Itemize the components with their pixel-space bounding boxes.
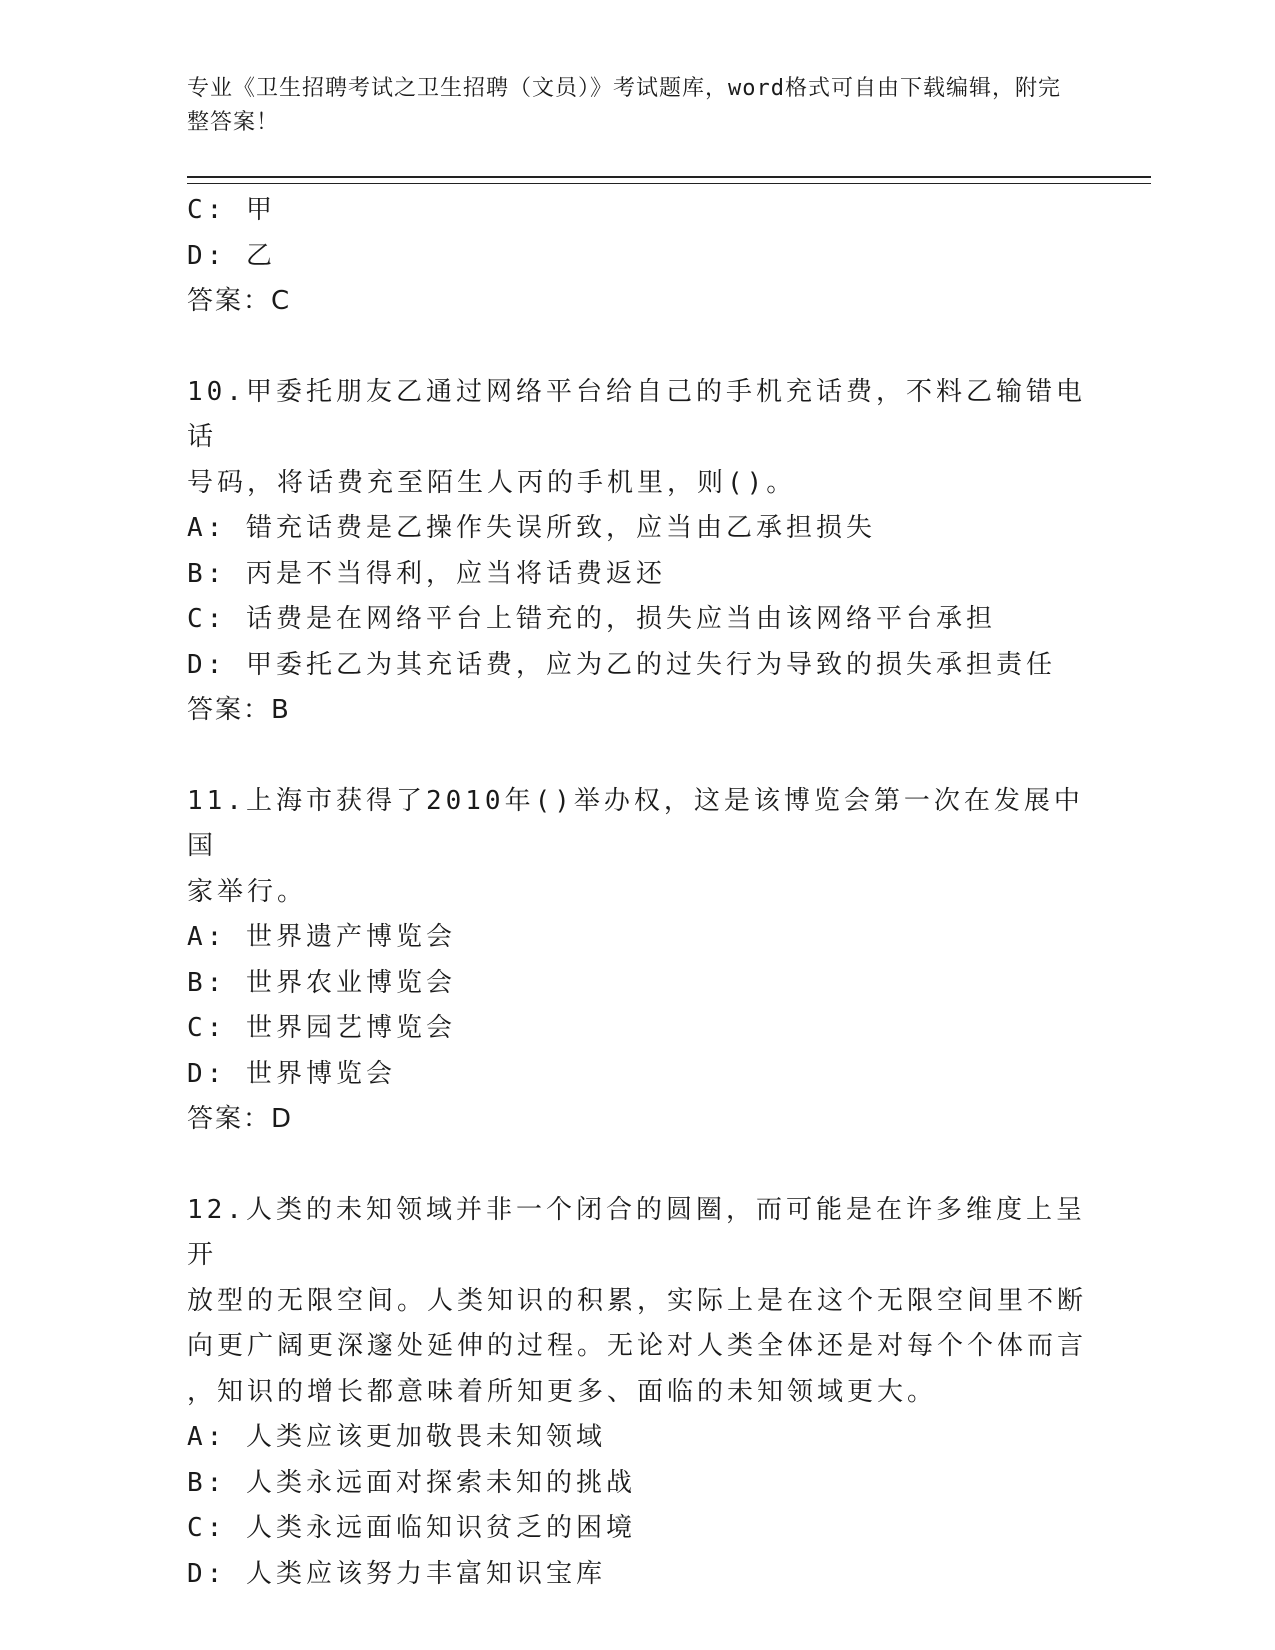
- question-stem-line: 12.人类的未知领域并非一个闭合的圆圈，而可能是在许多维度上呈开: [187, 1194, 1086, 1270]
- question-stem-line: 号码，将话费充至陌生人丙的手机里，则()。: [187, 467, 797, 498]
- question-stem-line: ，知识的增长都意味着所知更多、面临的未知领域更大。: [187, 1376, 938, 1407]
- previous-question-tail: [187, 188, 1087, 325]
- option-a: A: 人类应该更加敬畏未知领域: [187, 1422, 606, 1452]
- question-stem-line: 11.上海市获得了2010年()举办权，这是该博览会第一次在发展中国: [187, 785, 1084, 861]
- option-a: A: 错充话费是乙操作失误所致，应当由乙承担损失: [187, 513, 876, 543]
- document-header: 专业《卫生招聘考试之卫生招聘（文员）》考试题库，word格式可自由下载编辑，附完整答案！: [187, 76, 1061, 135]
- question-stem-line: 向更广阔更深邃处延伸的过程。无论对人类全体还是对每个个体而言: [187, 1331, 1088, 1361]
- answer-line: 答案：C: [187, 286, 292, 316]
- option-a: A: 世界遗产博览会: [187, 922, 456, 952]
- answer-line: 答案：D: [187, 1104, 294, 1134]
- option-c: C: 甲: [187, 195, 276, 225]
- option-d: D: 乙: [187, 240, 276, 271]
- question-10: [187, 370, 1087, 734]
- header-divider-thick: [187, 176, 1151, 178]
- option-b: B: 人类永远面对探索未知的挑战: [187, 1467, 636, 1498]
- question-stem-line: 家举行。: [187, 876, 308, 907]
- option-d: D: 人类应该努力丰富知识宝库: [187, 1558, 606, 1589]
- answer-line: 答案：B: [187, 695, 291, 725]
- question-12: [187, 1188, 1087, 1598]
- question-stem-line: 10.甲委托朋友乙通过网络平台给自己的手机充话费，不料乙输错电话: [187, 376, 1086, 452]
- option-c: C: 人类永远面临知识贫乏的困境: [187, 1513, 636, 1543]
- option-c: C: 世界园艺博览会: [187, 1013, 456, 1043]
- option-c: C: 话费是在网络平台上错充的，损失应当由该网络平台承担: [187, 604, 996, 634]
- question-stem-line: 放型的无限空间。人类知识的积累，实际上是在这个无限空间里不断: [187, 1285, 1088, 1316]
- option-d: D: 世界博览会: [187, 1058, 396, 1089]
- question-11: [187, 779, 1087, 1143]
- option-b: B: 丙是不当得利，应当将话费返还: [187, 558, 666, 589]
- question-list: [187, 188, 1087, 1597]
- header-divider-thin: [187, 183, 1151, 184]
- option-b: B: 世界农业博览会: [187, 967, 456, 998]
- option-d: D: 甲委托乙为其充话费，应为乙的过失行为导致的损失承担责任: [187, 649, 1056, 680]
